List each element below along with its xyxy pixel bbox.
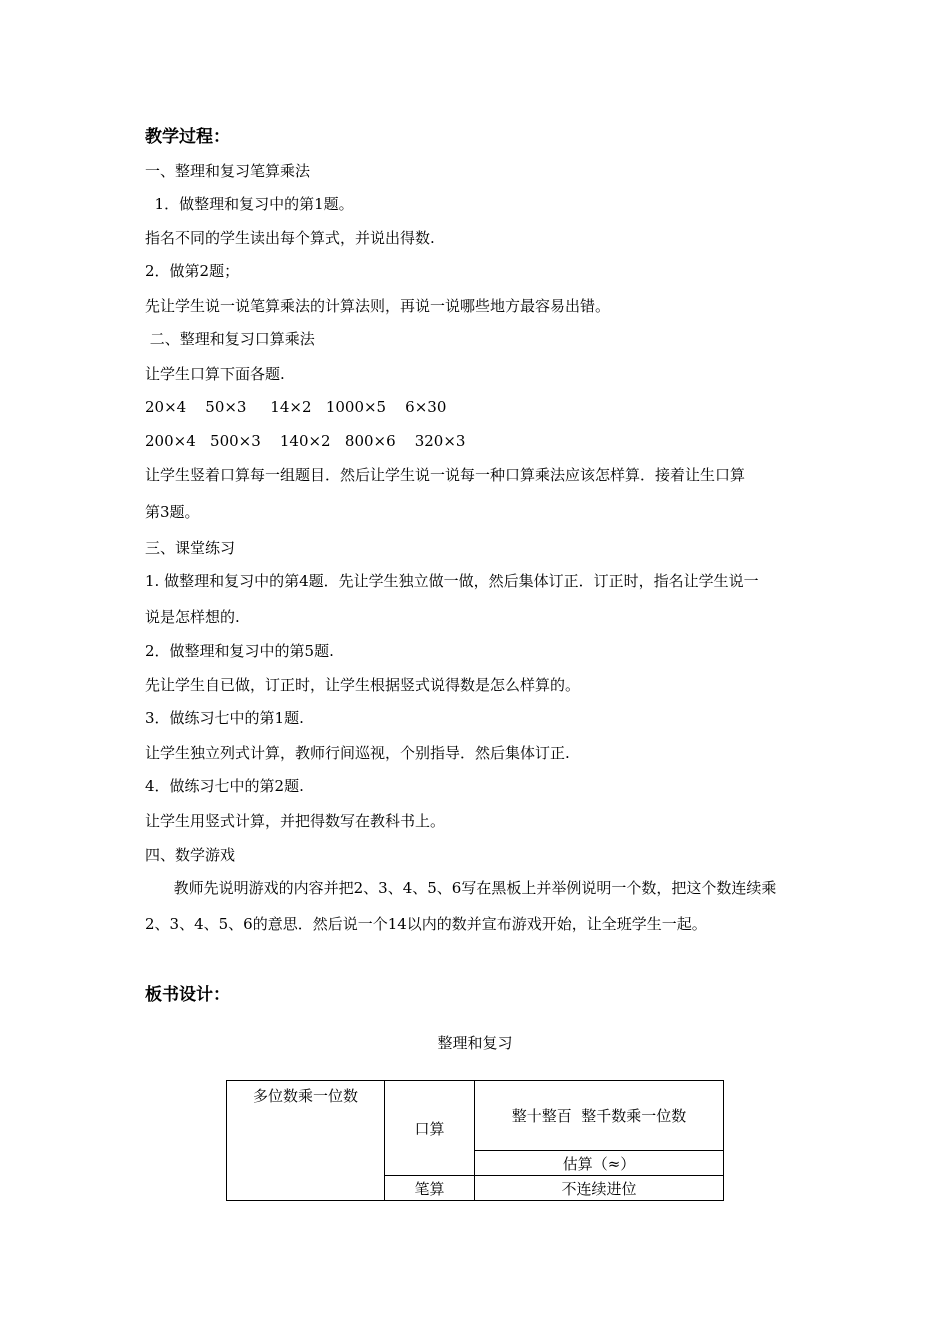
text-line: 一、整理和复习笔算乘法	[145, 162, 311, 180]
text-line: 2．做整理和复习中的第5题.	[145, 642, 334, 660]
board-oral-item-1: 整十整百 整千数乘一位数	[475, 1081, 724, 1151]
text-line: 让学生用竖式计算，并把得数写在教科书上。	[145, 812, 446, 830]
board-left-cell: 多位数乘一位数	[227, 1081, 385, 1201]
text-line: 让学生竖着口算每一组题目．然后让学生说一说每一种口算乘法应该怎样算．接着让生口算	[145, 466, 746, 484]
text-line: 4．做练习七中的第2题.	[145, 777, 304, 795]
text-line: 指名不同的学生读出每个算式，并说出得数.	[145, 229, 435, 247]
text-line: 2．做第2题；	[145, 262, 240, 280]
text-line: 3．做练习七中的第1题.	[145, 709, 304, 727]
text-line: 让学生口算下面各题.	[145, 365, 285, 383]
text-line: 1．做整理和复习中的第1题。	[145, 195, 354, 213]
board-written-item: 不连续进位	[475, 1176, 724, 1201]
text-line: 先让学生说一说笔算乘法的计算法则，再说一说哪些地方最容易出错。	[145, 297, 611, 315]
text-line: 先让学生自已做，订正时，让学生根据竖式说得数是怎么样算的。	[145, 676, 581, 694]
section-heading-process: 教学过程：	[145, 127, 230, 147]
text-line: 三、课堂练习	[145, 539, 236, 557]
text-line: 20×4 50×3 14×2 1000×5 6×30	[145, 398, 447, 416]
text-line: 200×4 500×3 140×2 800×6 320×3	[145, 432, 466, 450]
text-line: 四、数学游戏	[145, 846, 236, 864]
text-line: 说是怎样想的.	[145, 608, 240, 626]
text-line: 教师先说明游戏的内容并把2、3、4、5、6写在黑板上并举例说明一个数，把这个数连续乘	[145, 879, 777, 897]
board-written-label: 笔算	[385, 1176, 475, 1201]
board-table	[226, 1080, 724, 1201]
section-heading-board: 板书设计：	[145, 985, 230, 1005]
text-line: 1. 做整理和复习中的第4题．先让学生独立做一做，然后集体订正．订正时，指名让学生说一	[145, 572, 759, 590]
text-line: 让学生独立列式计算，教师行间巡视，个别指导．然后集体订正.	[145, 744, 570, 762]
board-oral-label: 口算	[385, 1081, 475, 1176]
board-title: 整理和复习	[437, 1034, 513, 1052]
text-line: 二、整理和复习口算乘法	[145, 330, 315, 348]
text-line: 2、3、4、5、6的意思．然后说一个14以内的数并宣布游戏开始，让全班学生一起。	[145, 915, 707, 933]
text-line: 第3题。	[145, 503, 200, 521]
board-oral-item-2: 估算（≈）	[475, 1151, 724, 1176]
